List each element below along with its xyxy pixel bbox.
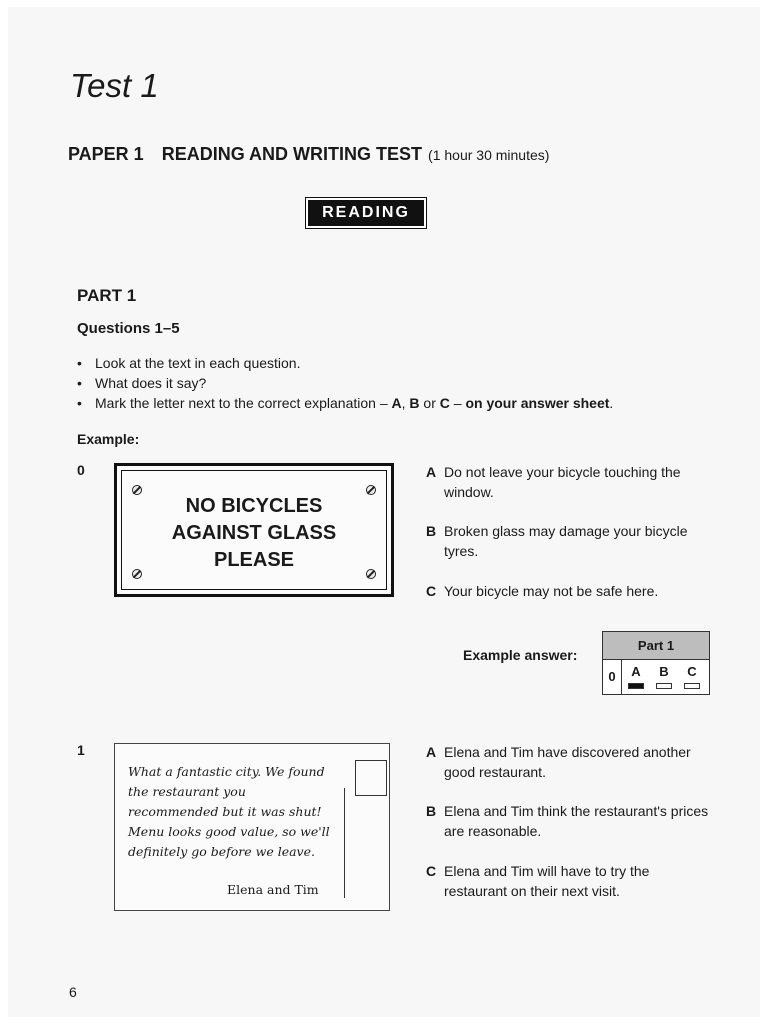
answer-bubble-filled [628,683,644,689]
paper-label: PAPER 1 [68,144,144,164]
sign-inner-border [121,470,387,590]
answer-bubble [684,683,700,689]
option-a: A Do not leave your bicycle touching the window. [426,464,681,500]
stamp-box [355,760,387,796]
option-c: C Your bicycle may not be safe here. [426,583,659,599]
questions-heading: Questions 1–5 [77,320,180,337]
postcard-divider [344,788,345,898]
instruction-item: • Mark the letter next to the correct explanation – A, B or C – on your answer sheet. [77,393,613,413]
answer-row-number: 0 [603,660,622,694]
example-options [426,462,726,612]
part-heading: PART 1 [77,286,137,305]
question-number: 1 [77,742,85,758]
paper-title: READING AND WRITING TEST [161,144,423,164]
answer-bubble [656,683,672,689]
option-b: B Broken glass may damage your bicycle tyres. [426,523,688,559]
page-number: 6 [69,984,77,1000]
postcard-message: What a fantastic city. We found the restaurant you recommended but it was shut! Menu looks good value, so we'll definitely go before we leave. [128,764,330,859]
example-sign [114,463,394,597]
section-badge: READING [306,198,426,228]
option-c: C Elena and Tim will have to try the restaurant on their next visit. [426,863,650,899]
instruction-item: • Look at the text in each question. [77,353,613,373]
answer-sheet-header: Part 1 [603,632,709,660]
question1-options [426,742,726,902]
paper-heading [68,144,549,165]
instruction-item: • What does it say? [77,373,613,393]
example-answer-label: Example answer: [463,647,578,663]
answer-letter: B [659,664,669,679]
example-label: Example: [77,431,140,447]
question-number: 0 [77,462,85,478]
test-title: Test 1 [70,67,159,104]
page [8,7,760,1017]
paper-duration: (1 hour 30 minutes) [428,147,550,163]
option-b: B Elena and Tim think the restaurant's prices are reasonable. [426,803,709,839]
sign-text: NO BICYCLES AGAINST GLASS PLEASE [171,495,337,571]
option-a: A Elena and Tim have discovered another good restaurant. [426,744,691,780]
postcard-signoff: Elena and Tim [227,882,319,897]
answer-sheet-sample [602,631,710,695]
answer-letter: A [631,664,641,679]
instructions-list [77,353,613,413]
answer-letter: C [687,664,697,679]
postcard [114,743,390,911]
